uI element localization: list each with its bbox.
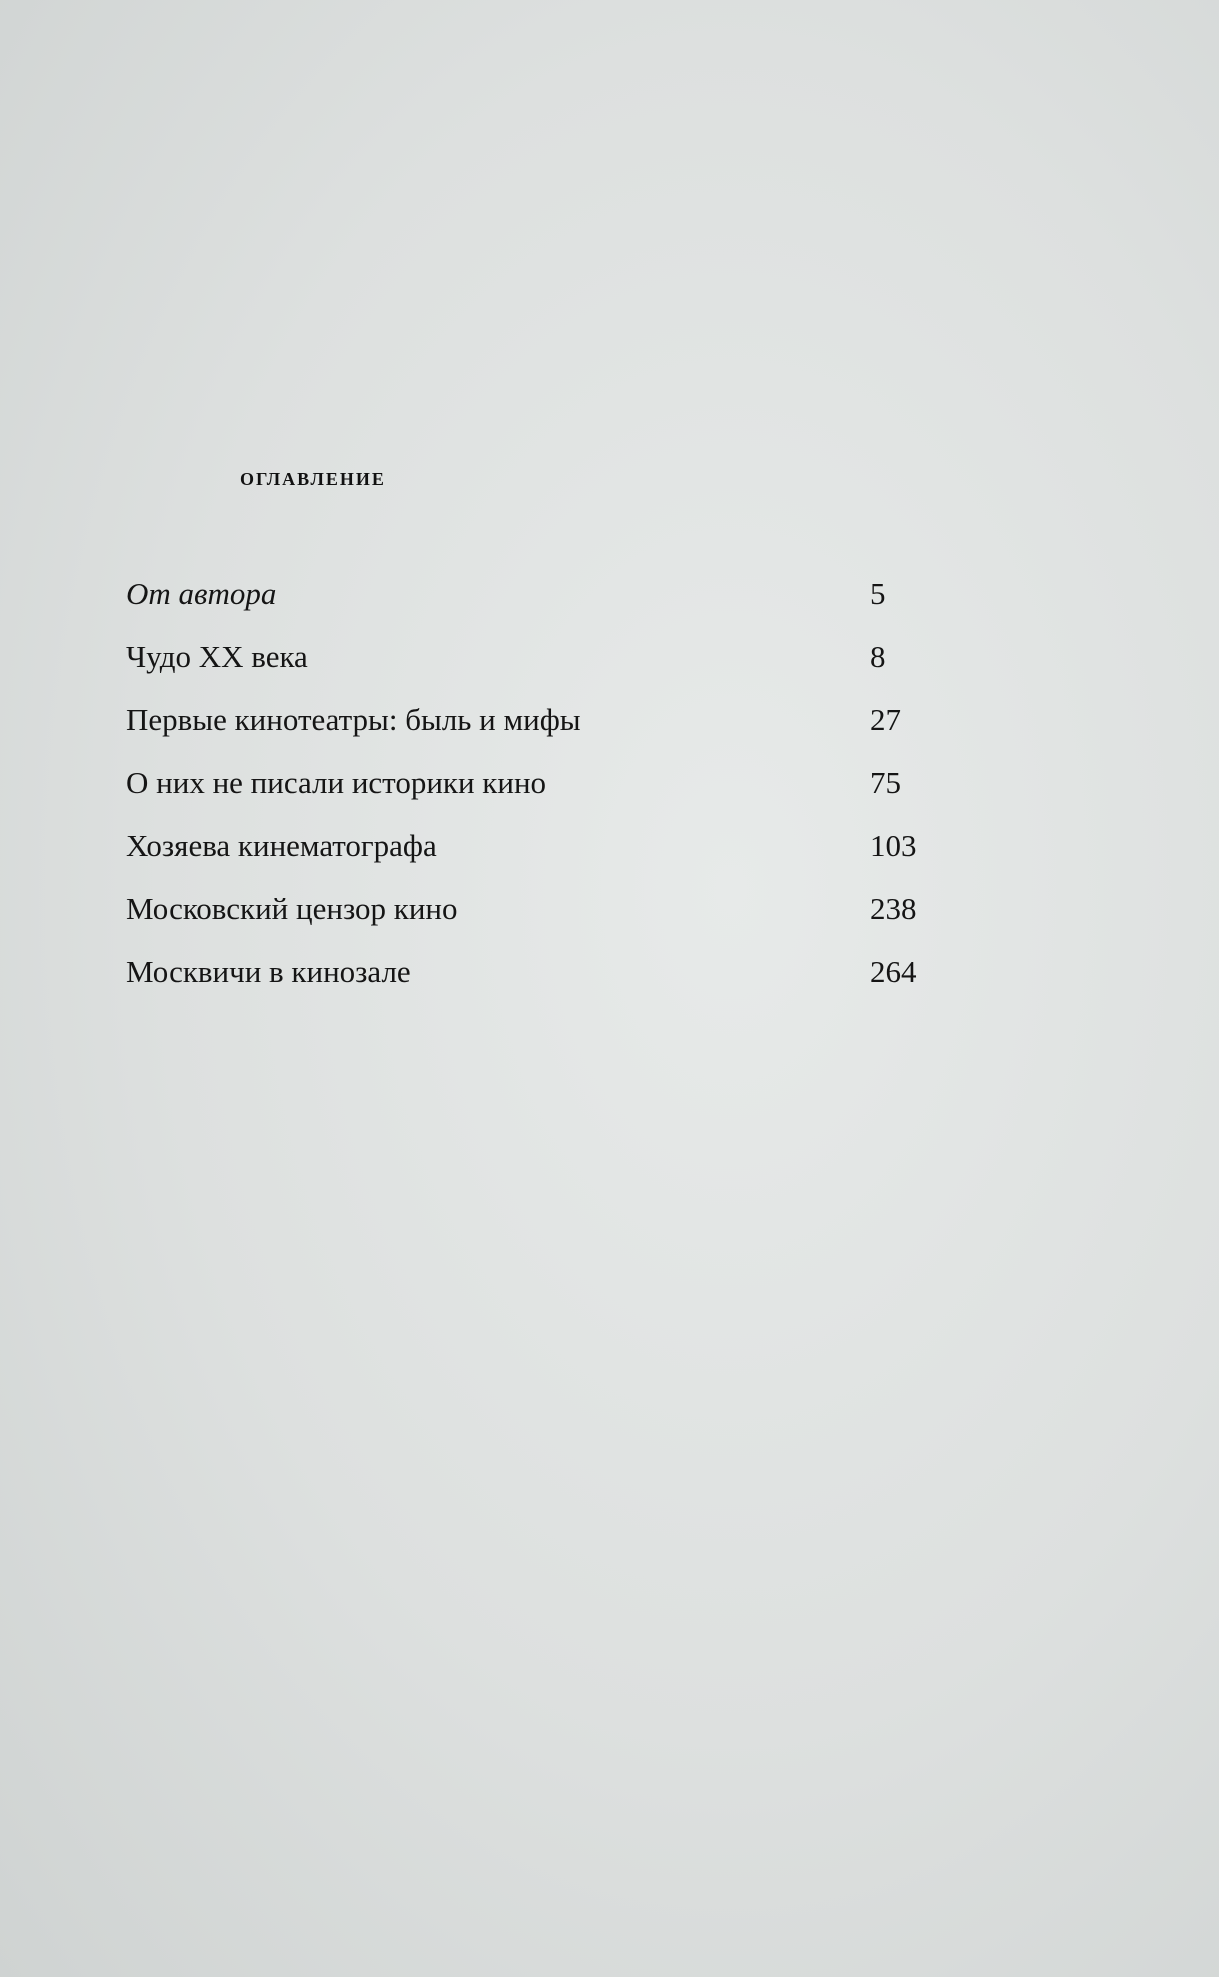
toc-entry-title: Москвичи в кинозале [126,954,411,989]
toc-entry-title: Хозяева кинематографа [126,828,437,863]
toc-entry [126,820,986,883]
toc-entry [126,568,986,631]
toc-entry-title: От автора [126,576,277,611]
toc-entry-title: Московский цензор кино [126,891,458,926]
toc-entry-title: Чудо XX века [126,639,308,674]
toc-entry-page: 8 [870,639,886,674]
toc-entry-title: Первые кинотеатры: быль и мифы [126,702,581,737]
toc-entry [126,694,986,757]
toc-entry [126,631,986,694]
toc-entry [126,883,986,946]
toc-entry-page: 238 [870,891,917,926]
table-of-contents [126,568,986,1009]
toc-entry-page: 27 [870,702,901,737]
toc-entry-page: 5 [870,576,886,611]
toc-entry-page: 103 [870,828,917,863]
toc-heading: оглавление [240,462,386,491]
toc-entry-page: 75 [870,765,901,800]
toc-entry [126,946,986,1009]
toc-entry-title: О них не писали историки кино [126,765,547,800]
toc-entry [126,757,986,820]
toc-entry-page: 264 [870,954,917,989]
